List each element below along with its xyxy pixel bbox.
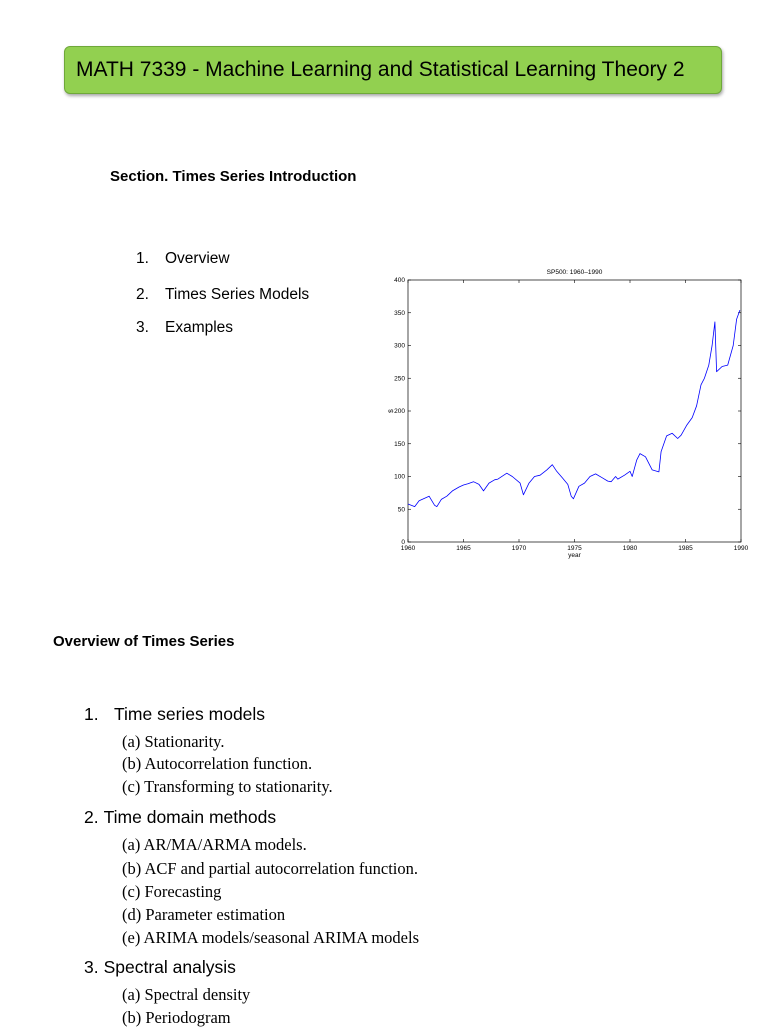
section-title: Section. Times Series Introduction [110,168,357,185]
outline-subitem: (b) Periodogram [122,1008,231,1027]
chart-title: SP500: 1960–1990 [546,269,603,276]
y-tick-label: 400 [394,277,405,285]
outline-heading-number: 2. [84,807,99,827]
x-axis-label: year [568,552,581,559]
toc-item [136,286,309,304]
outline-subitem: (a) AR/MA/ARMA models. [122,835,307,854]
outline-subitem: (c) Forecasting [122,882,222,901]
outline-heading [84,807,276,828]
toc-item-number: 3. [136,319,149,336]
outline-subitem: (a) Spectral density [122,985,251,1004]
toc-item-label: Overview [165,250,230,267]
course-title-banner [64,46,722,94]
toc-item-number: 1. [136,250,149,267]
y-tick-label: 250 [394,375,405,383]
outline-heading [84,957,236,978]
x-tick-label: 1975 [567,545,582,552]
y-tick-label: 0 [401,539,405,547]
outline-subitem: (d) Parameter estimation [122,905,286,924]
x-tick-label: 1980 [622,545,638,552]
toc-item [136,319,233,337]
outline-subitem: (a) Stationarity. [122,732,225,751]
y-tick-label: 100 [394,473,405,481]
overview-title: Overview of Times Series [53,633,235,650]
outline-subitem: (e) ARIMA models/seasonal ARIMA models [122,928,419,947]
sp500-line-chart [380,262,758,562]
outline-subitem: (b) Autocorrelation function. [122,754,313,773]
plot-frame [408,280,741,542]
y-tick-label: 200 [394,408,405,416]
course-title: MATH 7339 - Machine Learning and Statistical Learning Theory 2 [76,58,685,81]
x-tick-label: 1960 [400,545,416,552]
y-tick-label: 150 [394,440,405,448]
x-tick-label: 1965 [456,545,471,552]
outline-heading [84,704,265,725]
outline-heading-label: Time domain methods [103,807,277,827]
toc-item-label: Times Series Models [165,286,310,303]
y-axis-label: $ [388,409,395,413]
outline-heading-label: Spectral analysis [103,957,236,977]
outline-subitem: (b) ACF and partial autocorrelation function. [122,859,419,878]
y-tick-label: 50 [397,506,405,514]
outline-heading-number: 3. [84,957,99,977]
toc-item-number: 2. [136,286,149,303]
outline-heading-label: Time series models [114,704,266,724]
y-tick-label: 350 [394,309,405,317]
chart-plot [388,269,749,559]
outline-subitem: (c) Transforming to stationarity. [122,777,333,796]
toc-item-label: Examples [165,319,234,336]
x-tick-label: 1990 [733,545,749,552]
x-tick-label: 1985 [678,545,693,552]
toc-item [136,250,230,268]
y-tick-label: 300 [394,342,405,350]
outline-heading-number: 1. [84,704,99,724]
x-tick-label: 1970 [511,545,527,552]
